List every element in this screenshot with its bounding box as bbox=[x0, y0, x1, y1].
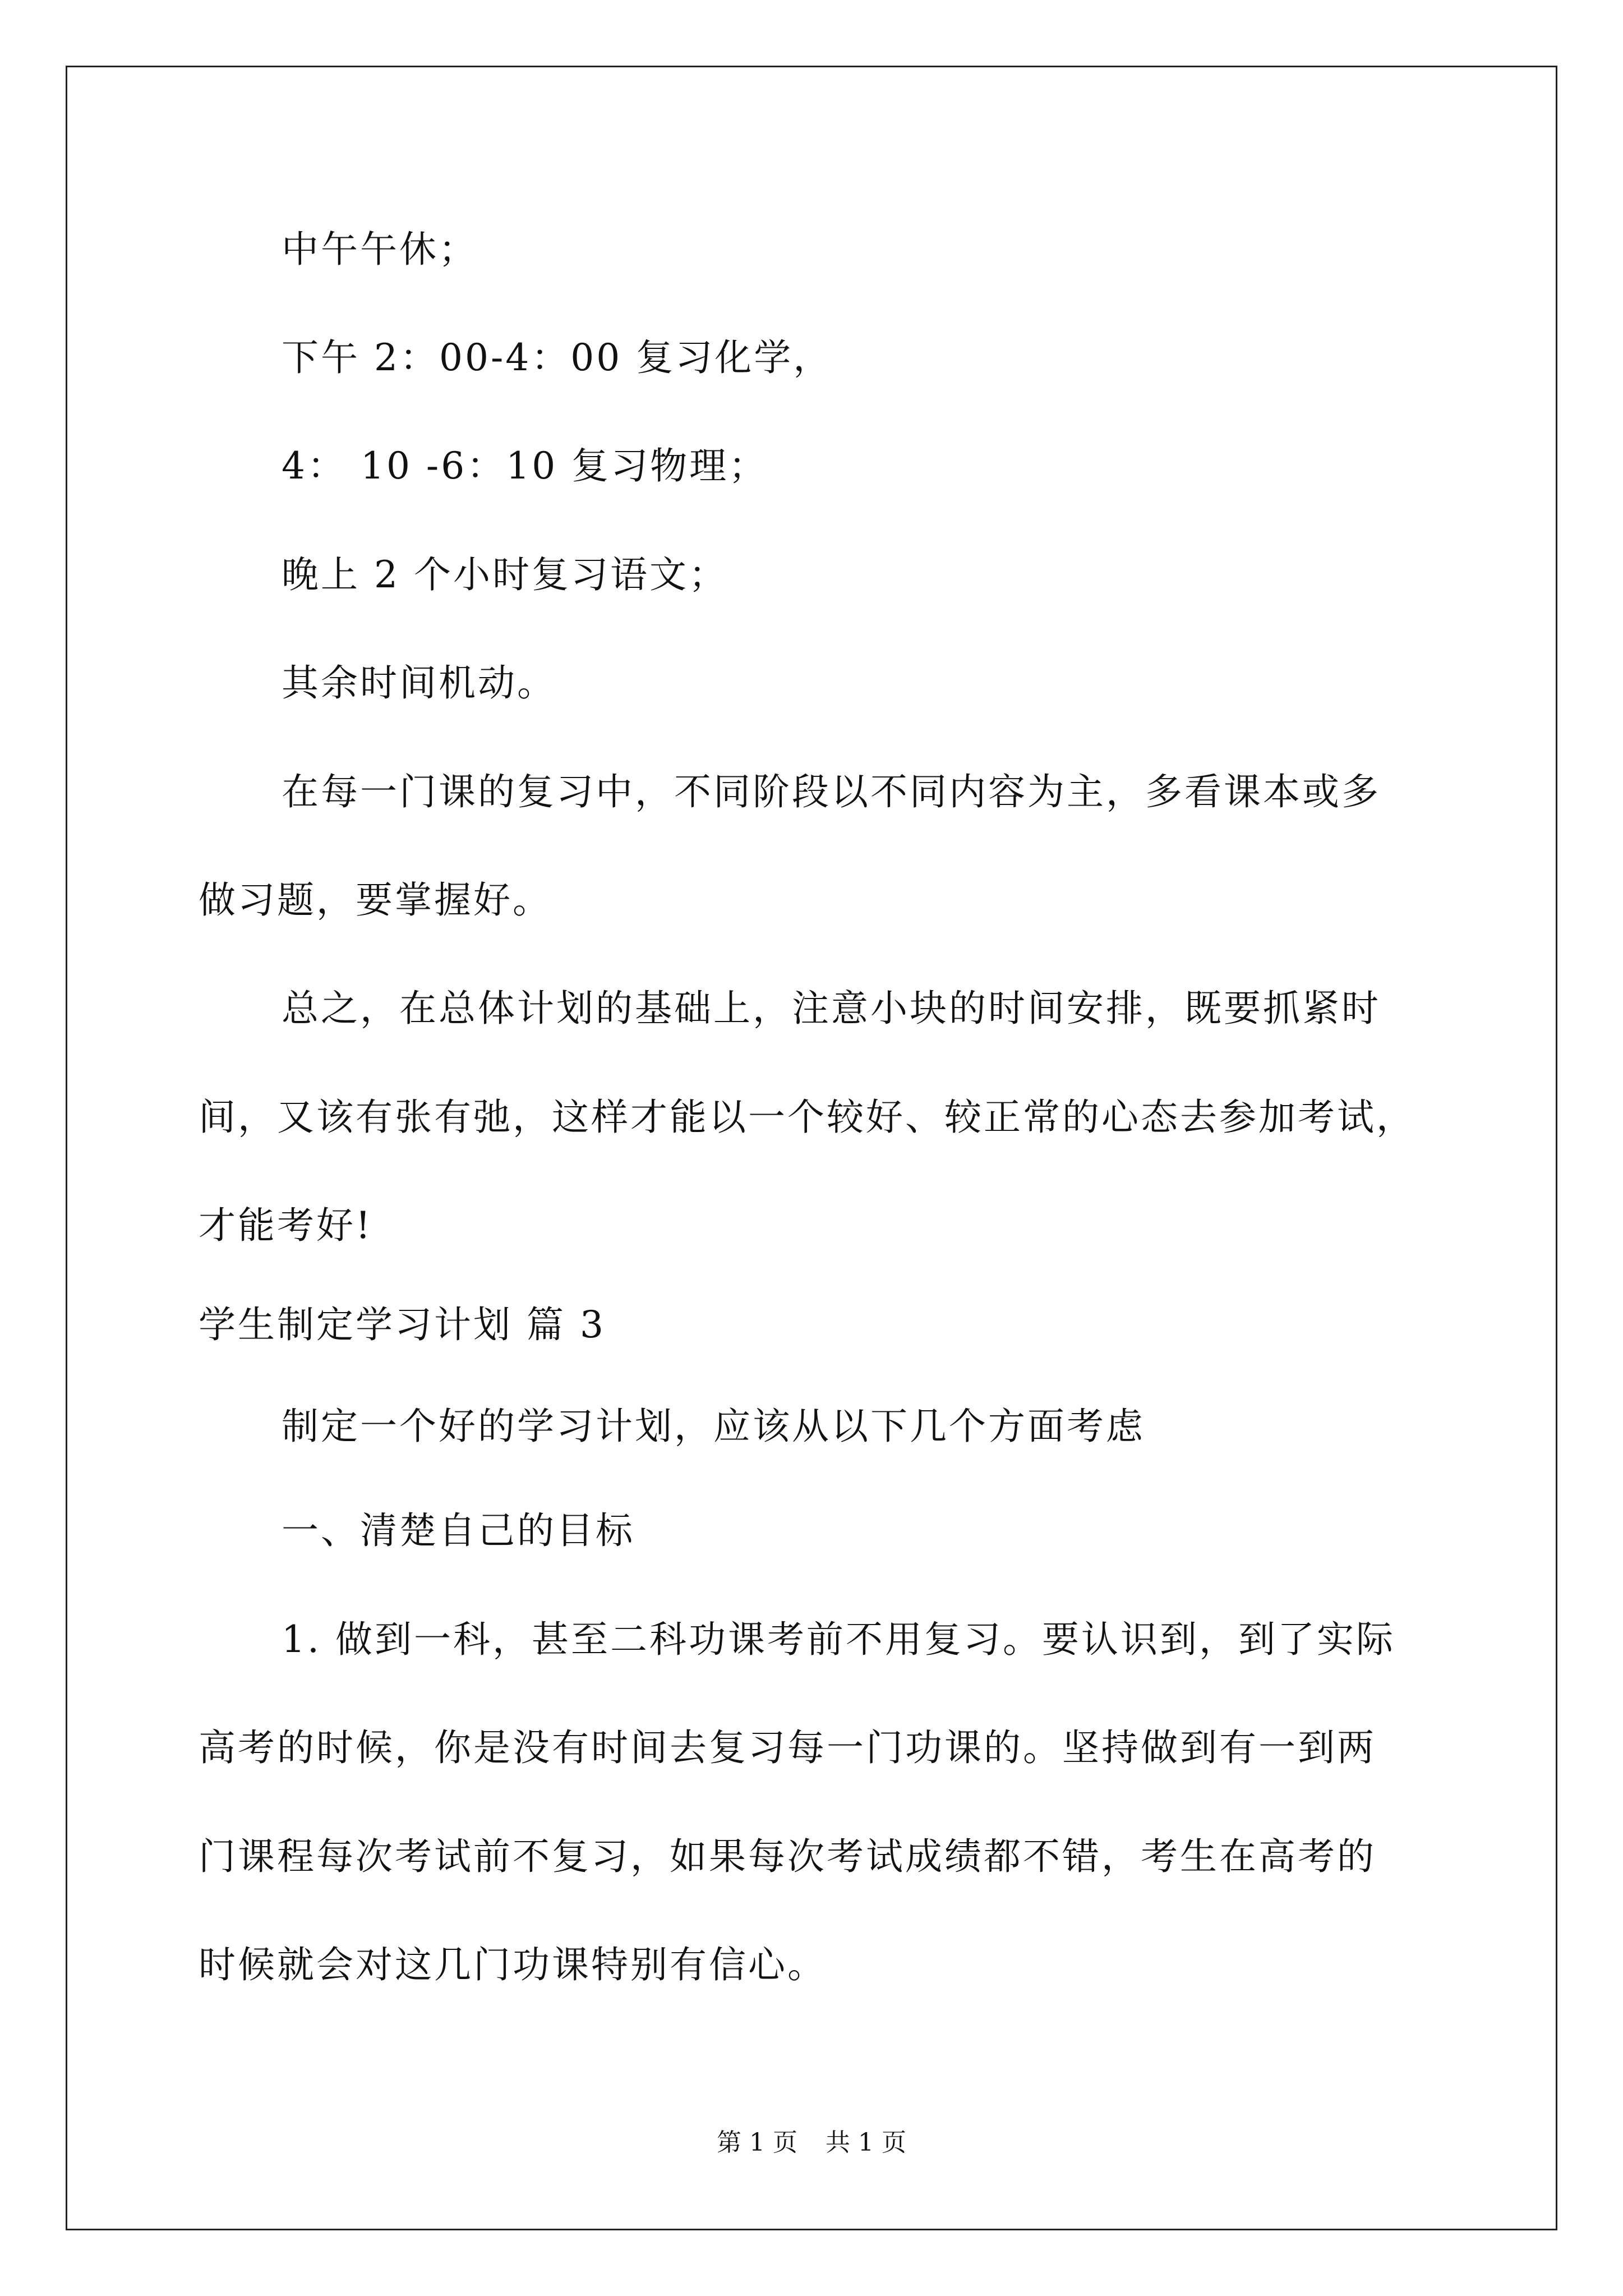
text-line: 晚上 2 个小时复习语文； bbox=[282, 553, 728, 596]
text-line: 做习题，要掌握好。 bbox=[199, 878, 552, 922]
text-line: 一、清楚自己的目标 bbox=[282, 1509, 635, 1552]
page-total: 共 1 页 bbox=[826, 2128, 906, 2157]
text-line: 总之，在总体计划的基础上，注意小块的时间安排，既要抓紧时 bbox=[282, 987, 1381, 1030]
text-line: 下午 2：00-4：00 复习化学， bbox=[282, 336, 833, 379]
text-line: 制定一个好的学习计划，应该从以下几个方面考虑 bbox=[282, 1405, 1145, 1448]
text-line: 其余时间机动。 bbox=[282, 661, 556, 705]
page-footer bbox=[0, 2126, 1623, 2160]
text-line: 1. 做到一科，甚至二科功课考前不用复习。要认识到，到了实际 bbox=[282, 1618, 1395, 1661]
page-number: 第 1 页 bbox=[717, 2128, 797, 2157]
text-line: 时候就会对这几门功课特别有信心。 bbox=[199, 1943, 827, 1986]
text-line: 高考的时候，你是没有时间去复习每一门功课的。坚持做到有一到两 bbox=[199, 1726, 1376, 1769]
text-line: 中午午休； bbox=[282, 228, 478, 271]
text-line: 4： 10 -6：10 复习物理； bbox=[282, 444, 768, 487]
text-line: 在每一门课的复习中，不同阶段以不同内容为主，多看课本或多 bbox=[282, 770, 1381, 813]
page-border bbox=[66, 66, 1557, 2230]
text-line: 门课程每次考试前不复习，如果每次考试成绩都不错，考生在高考的 bbox=[199, 1835, 1376, 1878]
section-heading: 学生制定学习计划 篇 3 bbox=[199, 1303, 606, 1346]
text-line: 间，又该有张有弛，这样才能以一个较好、较正常的心态去参加考试， bbox=[199, 1096, 1415, 1139]
text-line: 才能考好! bbox=[199, 1204, 373, 1247]
